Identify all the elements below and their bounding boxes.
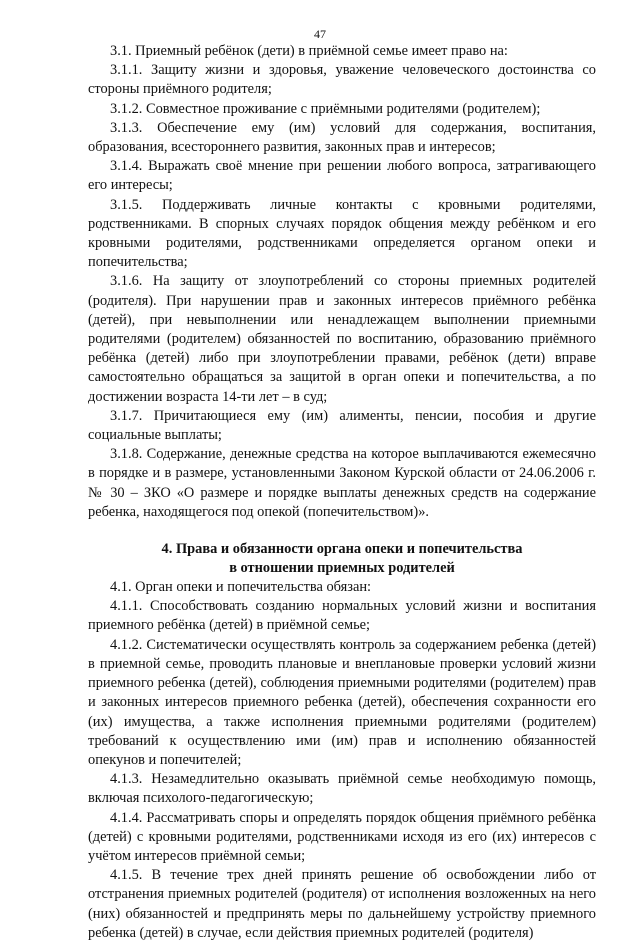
paragraph-3-1-6: 3.1.6. На защиту от злоупотреблений со стороны приемных родителей (родителя). При нарушении прав и законных интересов приёмного ребёнка (детей), при невыполнении или ненадлежащем выполнении приемными родителями (родителем) обязанностей по воспитанию, образованию приёмного ребёнка (детей) либо при злоупотреблении правами, ребёнок (дети) вправе самостоятельно обращаться за защитой в орган опеки и попечительства, а по достижении возраста 14-ти лет – в суд; (88, 273, 596, 405)
paragraph-3-1-3: 3.1.3. Обеспечение ему (им) условий для содержания, воспитания, образования, всестороннего развития, законных прав и интересов; (88, 119, 596, 156)
paragraph-4-1-3: 4.1.3. Незамедлительно оказывать приёмной семье необходимую помощь, включая психолого-педагогическую; (88, 771, 596, 807)
document-body (88, 42, 596, 943)
paragraph-3-1-4: 3.1.4. Выражать своё мнение при решении любого вопроса, затрагивающего его интересы; (88, 158, 596, 194)
paragraph-3-1-1: 3.1.1. Защиту жизни и здоровья, уважение человеческого достоинства со стороны приёмного родителя; (88, 62, 596, 98)
section-4-heading (88, 540, 596, 578)
paragraph-3-1-8: 3.1.8. Содержание, денежные средства на которое выплачиваются ежемесячно в порядке и в размере, установленными Законом Курской области от 24.06.2006 г. № 30 – ЗКО «О размере и порядке выплаты денежных средств на содержание ребенка, находящегося под опекой (попечительством)». (88, 446, 596, 520)
paragraph-4-1-4: 4.1.4. Рассматривать споры и определять порядок общения приёмного ребёнка (детей) с кровными родителями, родственниками исходя из его (их) интересов с учётом интересов приёмной семьи; (88, 809, 596, 864)
page-number: 47 (314, 27, 326, 41)
paragraph-4-1-5: 4.1.5. В течение трех дней принять решение об освобождении либо от отстранения приемных родителей (родителя) от исполнения возложенных на него (них) обязанностей и предпринять меры по дальнейшему устройству приемного ребенка (детей) в случае, если действия приемных родителей (родителя) (88, 867, 596, 941)
paragraph-4-1-1: 4.1.1. Способствовать созданию нормальных условий жизни и воспитания приемного ребёнка (детей) в приёмной семье; (88, 598, 596, 634)
paragraph-4-1: 4.1. Орган опеки и попечительства обязан: (110, 579, 372, 596)
paragraph-3-1-7: 3.1.7. Причитающиеся ему (им) алименты, пенсии, пособия и другие социальные выплаты; (88, 407, 596, 444)
paragraph-3-1-2: 3.1.2. Совместное проживание с приёмными родителями (родителем); (110, 100, 541, 117)
paragraph-3-1-5: 3.1.5. Поддерживать личные контакты с кровными родителями, родственниками. В спорных случаях порядок общения между ребёнком и его кровными родителями, родственниками определяется органом опеки и попечительства; (88, 196, 596, 271)
paragraph-4-1-2: 4.1.2. Систематически осуществлять контроль за содержанием ребенка (детей) в приемной семье, проводить плановые и внеплановые проверки условий жизни приемного ребенка (детей), соблюдения приемными родителями (родителем) прав и законных интересов приемного ребенка (детей), обеспечения сохранности его (их) имущества, а также исполнения приемными родителями (родителем) требований к осуществлению ими (им) прав и исполнению обязанностей опекунов и попечителей; (88, 636, 596, 768)
paragraph-3-1: 3.1. Приемный ребёнок (дети) в приёмной семье имеет право на: (110, 43, 508, 59)
section-4-heading-line-1: 4. Права и обязанности органа опеки и попечительства (161, 541, 523, 558)
section-4-heading-line-2: в отношении приемных родителей (229, 560, 455, 577)
